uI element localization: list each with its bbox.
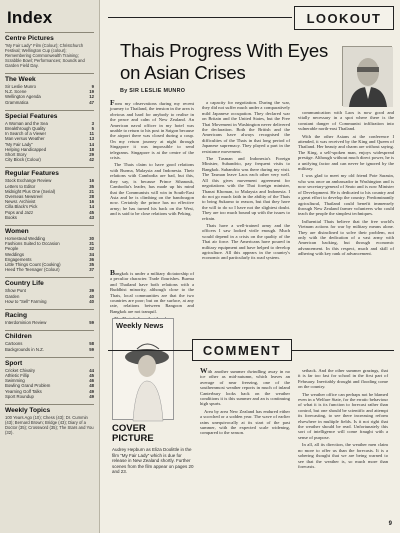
- index-entry: [5, 267, 94, 272]
- index-entry-page: 30: [89, 236, 94, 242]
- cover-photo-icon: [113, 319, 175, 421]
- index-section-heading: Children: [5, 330, 94, 340]
- index-entry-page: 16: [89, 178, 94, 184]
- paragraph: In all, all its direction, the weather men claim no more to offer us than the forecasts. It is a sobering thought that we are being warned to see that the weather is, so much more than forecasts.: [298, 442, 388, 469]
- index-entry-page: 11: [89, 131, 94, 137]
- index-entry-page: 37: [89, 267, 94, 273]
- index-entry-page: 39: [89, 288, 94, 294]
- index-entry-label: How to “Sell” Farming: [5, 298, 47, 304]
- index-entry-label: Little Things Count (Cooking): [5, 262, 61, 268]
- article-column-1b: [110, 270, 194, 314]
- article-column-2: [202, 100, 290, 325]
- index-entry-label: Show Punt: [5, 288, 26, 294]
- index-entry: [5, 394, 94, 399]
- index-section: [5, 167, 94, 220]
- index-entry-page: 9: [91, 84, 94, 89]
- index-entry-page: 5: [91, 126, 94, 132]
- paragraph: I was glad to meet my old friend Pote Sarasin, who was once an ambassador in Washington and is now secretary-general of Seato and is now Minister of Development. He is dedicated to his country and a great effort to develop the country. Predominantly agricultural, Thailand could benefit immensely through New Zealand farmer volunteers who could teach the people the simplest techniques.: [298, 173, 394, 217]
- index-entry-page: 45: [89, 209, 94, 215]
- index-entry-page: 18: [89, 146, 94, 152]
- index-section: [5, 404, 94, 435]
- index-entry-page: 40: [89, 298, 94, 304]
- index-entry-label: Weddings: [5, 251, 25, 257]
- article-headline: Thais Progress With Eyes on Asian Crises: [120, 40, 329, 83]
- paragraph: From my observations during my recent journey to Thailand, the tension in the area is obvious and hard for anybody to realise in the peace and calm of New Zealand. An American naval officer in my hotel was unable to return to his post in Saigon because the airport there was closed during a coup. On my return journey at night through Singapore it was impossible to send telegrams. Singapore is at the centre of the crisis.: [110, 98, 194, 161]
- cover-story-heading: COVER PICTURE: [112, 423, 154, 444]
- index-entry: [5, 347, 94, 352]
- index-entry-label: Backgrounds in N.Z.: [5, 346, 44, 352]
- index-title: Index: [7, 8, 53, 27]
- cover-story-text: Audrey Hepburn as Eliza Doolittle in the film “My Fair Lady” which is due for release in New Zealand shortly. Further scenes from the film appear on pages 20 and 23.: [112, 447, 194, 474]
- index-entry-page: 35: [89, 262, 94, 268]
- index-section-heading: Country Life: [5, 277, 94, 287]
- index-section-description: “My Fair Lady” Film (Colour); Christchurch Festival; Wellington Cup (colour); Remembering Commonwealth Training; Scrabble Bowl; Performances; Sounds and Garden Field Day.: [5, 43, 85, 68]
- index-section: [5, 110, 94, 163]
- index-entry-page: 47: [89, 99, 94, 105]
- paragraph: With another summer dwindling away in no ice other as mid-autumn, which leaves an average of near freezing, one of the southernmost weather reports in much of inland Canterbury looks back on the weather conditions it is this summer and an is continuing high spurts.: [200, 366, 290, 407]
- page-number: 9: [388, 521, 392, 527]
- index-entry-label: Overseas Newsreel: [5, 194, 43, 200]
- index-section: [5, 73, 94, 105]
- index-entry-page: 28: [89, 194, 94, 200]
- index-entry: [5, 100, 94, 105]
- index-section-heading: Racing: [5, 309, 94, 319]
- paragraph: The Thais claim to have good relations with Burma, Malaysia and Indonesia. Their relations with Cambodia are bad, but this, they say, is because Prince Sihanouk, Cambodia's leader, has made up his mind that the Communists will win in South-East Asia and he is climbing on the bandwagon now. Certainly the prince has no effective army; he has turned his back on the West, and is said to be close relations with Peking.: [110, 162, 194, 217]
- index-section-heading: Women: [5, 225, 94, 235]
- index-entry-page: 45: [89, 372, 94, 378]
- index-entry: [5, 299, 94, 304]
- index-entry-page: 12: [89, 94, 94, 100]
- index-entry-label: Garden: [5, 293, 20, 299]
- index-entry-page: 34: [89, 251, 94, 257]
- index-entry: [5, 215, 94, 220]
- index-entry-label: Pops and Jazz: [5, 209, 34, 215]
- index-entry-label: Stock Exchange Review: [5, 178, 52, 184]
- index-entry-label: Sport Roundup: [5, 393, 34, 399]
- cover-masthead: Weekly News: [116, 321, 164, 330]
- paragraph: setback. And the other summer grazings, that it is far too fast for school in the first part of February. Inevitably drought and flooding come on the country.: [298, 368, 388, 390]
- index-section: [5, 309, 94, 325]
- index-entry: [5, 320, 94, 325]
- index-entry: [5, 157, 94, 162]
- index-entry-label: Helping Handicapped: [5, 146, 47, 152]
- index-entry-label: “My Fair Lady”: [5, 141, 33, 147]
- paragraph: Influential Thais believe that the free world's Vietnam actions for war by military means alone. They are disinclined to solve their problem, not only with the dedication of a vast army with American backing, but through economic advancement. In this respect, much and skill of adhering with key rank of advancement.: [298, 218, 394, 257]
- index-entry-page: 48: [89, 383, 94, 389]
- index-entry-label: Grammatica: [5, 99, 29, 105]
- paragraph: Area by area New Zealand has endured either a scorched or a sodden year. The wave of earlier rains unequivocally at its start of the past summer, with the expected scale widening, compared to the season.: [200, 408, 290, 436]
- index-entry-label: City Block (Colour): [5, 157, 41, 163]
- paragraph: communication with Laos is now good and vitally necessary in a spot where there is the constant danger of Communist infiltration into vulnerable north-east Thailand.: [298, 110, 394, 132]
- index-entry-page: 36: [89, 256, 94, 262]
- comment-label: COMMENT: [192, 339, 292, 361]
- index-entry-page: 13: [89, 136, 94, 142]
- paragraph: The Tasman and Indonesia's Foreign Minister, Subandrio, pay frequent visits to Bangkok. Subandrio was there during my visit. The Tasman leave Laos each other very well. All this gives movement agreement for negotiations with the Thai foreign minister, Thanat Khoman, to Malaysia and Indonesia. I do not go much faith in the ability of the Thais to bring Sukarno to reason, but that they have the will to do so I have not the slightest doubt. They are too much bound up with the issues to refrain.: [202, 156, 290, 221]
- index-section-heading: Special Features: [5, 110, 94, 120]
- index-entry-label: Interdominion Review: [5, 320, 47, 326]
- index-entry-label: Heed The Teenager (Colour): [5, 267, 60, 273]
- drop-cap: F: [110, 98, 115, 107]
- index-entry-label: In Search of a Viewer: [5, 131, 47, 137]
- index-entry-page: 31: [89, 241, 94, 247]
- index-entry-label: Letters to Editor: [5, 183, 36, 189]
- index-section-description: 100 Years Ago (10); Chess (43); Dr. Cummin (43); Bernard Brown; Bridge (43); Diary of a Doctor (35); Crossword (35); The Stars and You (32).: [5, 414, 94, 435]
- index-entry-label: Short Story: [5, 152, 27, 158]
- index-entry-label: Cricket Chivalry: [5, 367, 36, 373]
- index-entry-label: Man versus Weather: [5, 136, 45, 142]
- index-section-heading: Sport: [5, 357, 94, 367]
- paragraph: The weather office can perhaps not be blamed even in a Welfare State, for the erratic behaviour of what it is its function to forecast rather than control, but one should be scientific and attempt its forecasting, to see there increasing reform elsewhere in multiple fields. Is it not right that the weather should be read. Unfortunately this sort of intelligence will come fraught with a sense of purpose.: [298, 391, 388, 440]
- drop-cap: W: [200, 366, 208, 375]
- index-entry-page: 14: [89, 141, 94, 147]
- index-entry-label: Homestead Wedding: [5, 236, 46, 242]
- index-section-heading: Regular Features: [5, 167, 94, 177]
- article-column-3: [298, 110, 394, 335]
- index-section-heading: Centre Pictures: [5, 32, 94, 42]
- index-sidebar: [0, 0, 100, 533]
- index-entry-page: 21: [89, 188, 94, 194]
- paragraph: a capacity for negotiation. During the war, they did not suffer much under a comparatively mild Japanese occupation. They declared war on Britain and the United States, but the Free Thai Movement in Washington never delivered the declaration. Both the British and the Americans have always recognised the difficulties of the Thais in that long period of Japanese supremacy. They played a part in the resistance movement.: [202, 100, 290, 154]
- author-portrait: [342, 46, 392, 106]
- index-entry-page: 59: [89, 346, 94, 352]
- index-sections: [5, 32, 94, 435]
- index-entry-label: Swimming: [5, 378, 25, 384]
- index-entry-page: 3: [91, 120, 94, 126]
- index-entry-page: 40: [89, 293, 94, 299]
- index-section: [5, 277, 94, 304]
- index-section-heading: The Week: [5, 73, 94, 83]
- index-entry-label: Newsr. Archivist: [5, 199, 36, 205]
- paragraph: Bangkok is under a military dictatorship of a peculiar character. Trade flourishes. Burma and Thailand have both relations with a Buddhist minority, although close to the Thais, local communities are that the two countries are poor; but on the surface, at any rate, relations between Rangoon and Bangkok are not tranquil.: [110, 268, 194, 314]
- comment-column-1: [200, 368, 290, 528]
- drop-cap: B: [110, 268, 116, 277]
- index-section: [5, 32, 94, 68]
- index-section: [5, 330, 94, 351]
- section-label: LOOKOUT: [294, 6, 394, 30]
- comment-column-2: [298, 368, 388, 518]
- comment-header: [108, 339, 394, 361]
- article-column-1: [110, 100, 194, 270]
- index-entry-label: Breakthrough Quality: [5, 126, 46, 132]
- index-entry-page: 14: [89, 204, 94, 210]
- index-entry-label: Cilla Black's Pick: [5, 204, 38, 210]
- index-section: [5, 225, 94, 272]
- index-entry-page: 35: [89, 183, 94, 189]
- index-section: [5, 357, 94, 399]
- index-entry-label: Bowling Grand Problem: [5, 383, 51, 389]
- index-entry-label: Midnight Plus One (Serial): [5, 188, 56, 194]
- index-entry-label: Fashions Suited to Occasion: [5, 241, 60, 247]
- index-entry-label: Sir Leslie Munro: [5, 84, 37, 89]
- index-entry-page: 42: [89, 157, 94, 163]
- index-entry-page: 32: [89, 246, 94, 252]
- portrait-image-icon: [343, 47, 393, 107]
- index-entry-label: Cartoons: [5, 341, 23, 347]
- index-entry-page: 43: [89, 214, 94, 220]
- index-entry-page: 58: [89, 341, 94, 347]
- index-entry-page: 29: [89, 152, 94, 158]
- index-entry-page: 46: [89, 378, 94, 384]
- index-entry-label: Engagements: [5, 256, 32, 262]
- index-entry-page: 19: [89, 89, 94, 95]
- index-entry-page: 44: [89, 367, 94, 373]
- index-entry-page: 16: [89, 199, 94, 205]
- index-entry-label: N.Z. Scene: [5, 89, 27, 95]
- index-entry-label: Athletic Fillip: [5, 372, 30, 378]
- index-entry-page: 59: [89, 320, 94, 326]
- index-entry-label: A Woman and the Sea: [5, 120, 48, 126]
- cover-image: [112, 318, 174, 420]
- article-byline: By SIR LESLIE MUNRO: [120, 88, 186, 94]
- index-entry-label: People: [5, 246, 19, 252]
- index-entry-label: Wellington Agenda: [5, 94, 41, 100]
- paragraph: Thais have a well-trained army and the officers I saw looked virile enough. Much would depend in a crisis on the quality of the Thai air force. The Americans have poured in military equipment and have helped to develop agriculture. All this appears in the country's economic and particularly its road system.: [202, 222, 290, 261]
- index-entry-page: 49: [89, 388, 94, 394]
- index-entry-label: Yearning Golf Talks: [5, 388, 42, 394]
- paragraph: With the other Asians at the conference I attended, it was received by the King and Queen of Thailand. Her beauty and charm are without saying. The King, a self-spoken man, enjoys widespread prestige. Although without much direct power, he is a unifying factor and can never be ignored by the military.: [298, 133, 394, 172]
- index-entry-label: Books: [5, 214, 17, 220]
- index-section-heading: Weekly Topics: [5, 404, 94, 414]
- index-entry-page: 49: [89, 393, 94, 399]
- header-rule: [108, 17, 292, 18]
